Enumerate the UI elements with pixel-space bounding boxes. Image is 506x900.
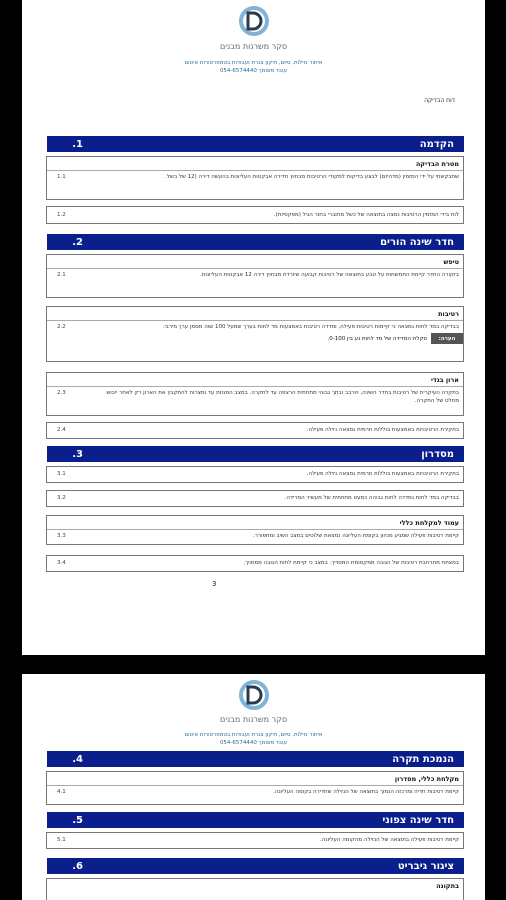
section-title: חדר שינה צפוני [382, 814, 454, 826]
item-text: בבדיקה במד לחות נמצאה כי קיימות רטיבות פעילה, ומדדה רטיבות באמצעות מד לחות בערך שמעל 100 שוה מסמן ערך מירבי. [162, 324, 459, 330]
section-number: 1. [46, 136, 83, 152]
item-box-1-1 [46, 156, 464, 200]
item-subtitle: מקלחת כללי, מסדרון [394, 775, 459, 783]
section-header-3 [46, 446, 464, 462]
note-label: הערה: [431, 333, 463, 344]
item-subtitle: רטיבות [438, 310, 459, 318]
item-text: לוח בידי המזמין הרטיבות נמצה בתוצאה של כשל מחוברי בחור הגיל (מפקסיות). [273, 212, 459, 218]
section-number: 5. [46, 812, 83, 828]
section-title: הקדמה [419, 138, 454, 150]
item-text: בבדיקה במד לחות נמדדה לחות גבוהה כמעט מתחתית של מעשיר המרידה. [284, 495, 459, 501]
item-text: במצתח מתרחבת רטיבות של הגובה ממקסומת המסוייך. במצב כי קיימת לחות הגובה ממסויך. [243, 560, 459, 566]
section-header-1 [46, 136, 464, 152]
item-text: קיימת רטיבות פעילה בתוצאה של הנזילה מהקומה העליונה. [320, 837, 459, 843]
item-box-5-1 [46, 832, 464, 849]
item-box-4-1 [46, 771, 464, 805]
item-subtitle: מטרת הבדיקה [415, 160, 459, 168]
section-number: 6. [46, 858, 83, 874]
section-number: 2. [46, 234, 83, 250]
item-box-3-4 [46, 555, 464, 572]
item-box-3-2 [46, 490, 464, 507]
company-logo [237, 6, 271, 36]
report-label: דוח הבדיקה [424, 97, 455, 104]
item-box-3-1 [46, 466, 464, 483]
company-name: סקר משרנות מבנים [219, 715, 288, 724]
section-title: מסדרון [421, 448, 454, 460]
item-box-2-3 [46, 372, 464, 416]
section-number: 4. [46, 751, 83, 767]
item-subtitle: בתקונה [436, 882, 459, 890]
item-text: קיימת רטיבות פעילה שמגיע מכיוון בקומת העליונה נמצאת שלוטים במצב השיב ומתפורר. [253, 533, 459, 539]
item-number: 1.2 [57, 212, 66, 218]
section-number: 3. [46, 446, 83, 462]
item-subtitle: ארון בגדי [431, 376, 459, 384]
item-text: בתקירת הרטיבויות באמצעות בוללות חרמית נמצאה נזילה פעילה. [306, 471, 459, 477]
note-text: סקלת המדידה של מד לחות נע בין 0-100. [327, 335, 427, 342]
item-number: 2.4 [57, 427, 66, 433]
section-header-5 [46, 812, 464, 828]
section-title: הנמכת תקרה [392, 753, 454, 765]
section-header-6 [46, 858, 464, 874]
item-text: שתבקשתי על ידי המזמין (מדהיזם) לבצע בדיקות למקודי הרטיבות מבחוץ חדירה אבקטות העליונות בהעשה דירה (12 של בשל. [165, 174, 459, 180]
note-row [47, 333, 463, 344]
item-subtitle: טיפש [443, 258, 459, 266]
item-text: קיימת רטיבות חדיה ומרכזה הנמוך בתוצאה של הנזילה שחדירה בקומה העליונה. [273, 789, 459, 795]
section-header-4 [46, 751, 464, 767]
item-box-6-1 [46, 878, 464, 900]
item-number: 1.1 [57, 174, 66, 180]
item-number: 5.1 [57, 837, 66, 843]
section-title: חדר שינה הורים [380, 236, 454, 248]
contact-line-1: איתור נזילות, סיום, תיקון צנרת ועבודות בטמפרטורות איטום [184, 60, 323, 66]
item-box-2-4 [46, 422, 464, 439]
item-number: 2.2 [57, 324, 66, 330]
item-number: 4.1 [57, 789, 66, 795]
contact-line-2: עובד מוסמך 054-6574440 [219, 68, 288, 74]
item-text: בזקורה החדר קיימת התמשחות על טבע בתוצאה של רטיבות קבועה שיורדת מבחוץ דירה 12 אבקטות העליונות. [199, 272, 459, 278]
item-text: בתקרה העיקרית של רטיבות בחדר השינה, ויורבב ובתך גבוהי מתחתית הרצפה עד לתקרה. במצב המנוזת עד ומצרות להתקבץ את הארון רק לאחר ייבוש מחלט של התקרה. [106, 390, 459, 404]
document-page-1 [22, 0, 485, 655]
contact-line-1: איתור נזילות, סיום, תיקון צנרת ועבודות בטמפרטורות איטום [184, 732, 323, 738]
item-number: 3.2 [57, 495, 66, 501]
document-page-2 [22, 674, 485, 900]
item-number: 3.1 [57, 471, 66, 477]
company-logo [237, 680, 271, 710]
section-header-2 [46, 234, 464, 250]
item-subtitle: עמוד למקלחת כללי [399, 519, 459, 527]
item-number: 3.4 [57, 560, 66, 566]
company-name: סקר משרנות מבנים [219, 42, 288, 51]
item-box-1-2 [46, 206, 464, 224]
contact-line-2: עובד מוסמך 054-6574440 [219, 740, 288, 746]
item-number: 2.3 [57, 390, 66, 396]
item-number: 2.1 [57, 272, 66, 278]
section-title: ציגור גיבריט [397, 860, 454, 872]
page-number: 3 [212, 580, 217, 588]
item-text: בתקירת הרטיבויות באמצעות בוללות חרמית נמצאה נזילה פעילה. [306, 427, 459, 433]
item-number: 3.3 [57, 533, 66, 539]
item-box-2-2 [46, 306, 464, 362]
item-box-3-3 [46, 515, 464, 545]
item-box-2-1 [46, 254, 464, 298]
